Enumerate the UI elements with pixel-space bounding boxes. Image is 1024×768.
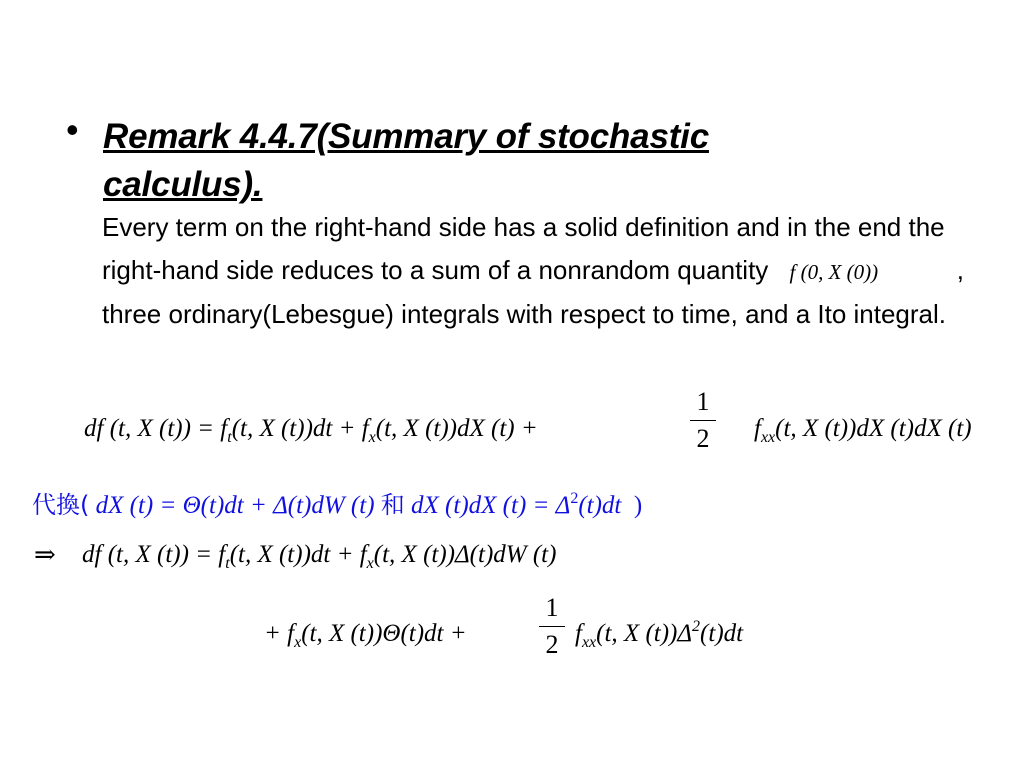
body-text-before: Every term on the right-hand side has a solid definition and in the end the right-hand side reduces to a sum of a nonrandom quantity	[102, 212, 945, 285]
bullet-marker: •	[66, 109, 79, 150]
remark-heading: Remark 4.4.7(Summary of stochastic calculus).	[103, 117, 709, 204]
one-half-fraction-2: 1 2	[537, 592, 567, 661]
one-half-fraction: 1 2	[688, 386, 718, 455]
substitution-line: 代換( dX (t) = Θ(t)dt + Δ(t)dW (t) 和 dX (t)dX $(t) = \Delta^2(t)dt$ )	[32, 490, 643, 519]
remark-body	[102, 206, 982, 336]
result-continuation-left: + $f_x(t$, X (t))Θ(t)dt +	[264, 620, 467, 651]
result-continuation-right: $f_{xx}(t$, X $(t))\Delta^2(t)dt$	[575, 618, 744, 651]
inline-math-quantity: f (0, X (0))	[789, 259, 879, 284]
ito-formula-right: $f_{xx}(t$, X (t))dX (t)dX (t)	[754, 415, 972, 446]
implies-symbol: ⇒	[34, 540, 56, 569]
body-text-after: , three ordinary(Lebesgue) integrals with respect to time, and a Ito integral.	[102, 254, 964, 329]
result-equation: df (t, X $(t)) = f_t(t$, X $(t))dt + f_x(t$, X (t))Δ(t)dW (t)	[82, 541, 557, 572]
ito-formula-left: df (t, X $(t)) = f_t(t$, X $(t))dt + f_x(t$, X (t))dX (t) +	[84, 415, 538, 446]
